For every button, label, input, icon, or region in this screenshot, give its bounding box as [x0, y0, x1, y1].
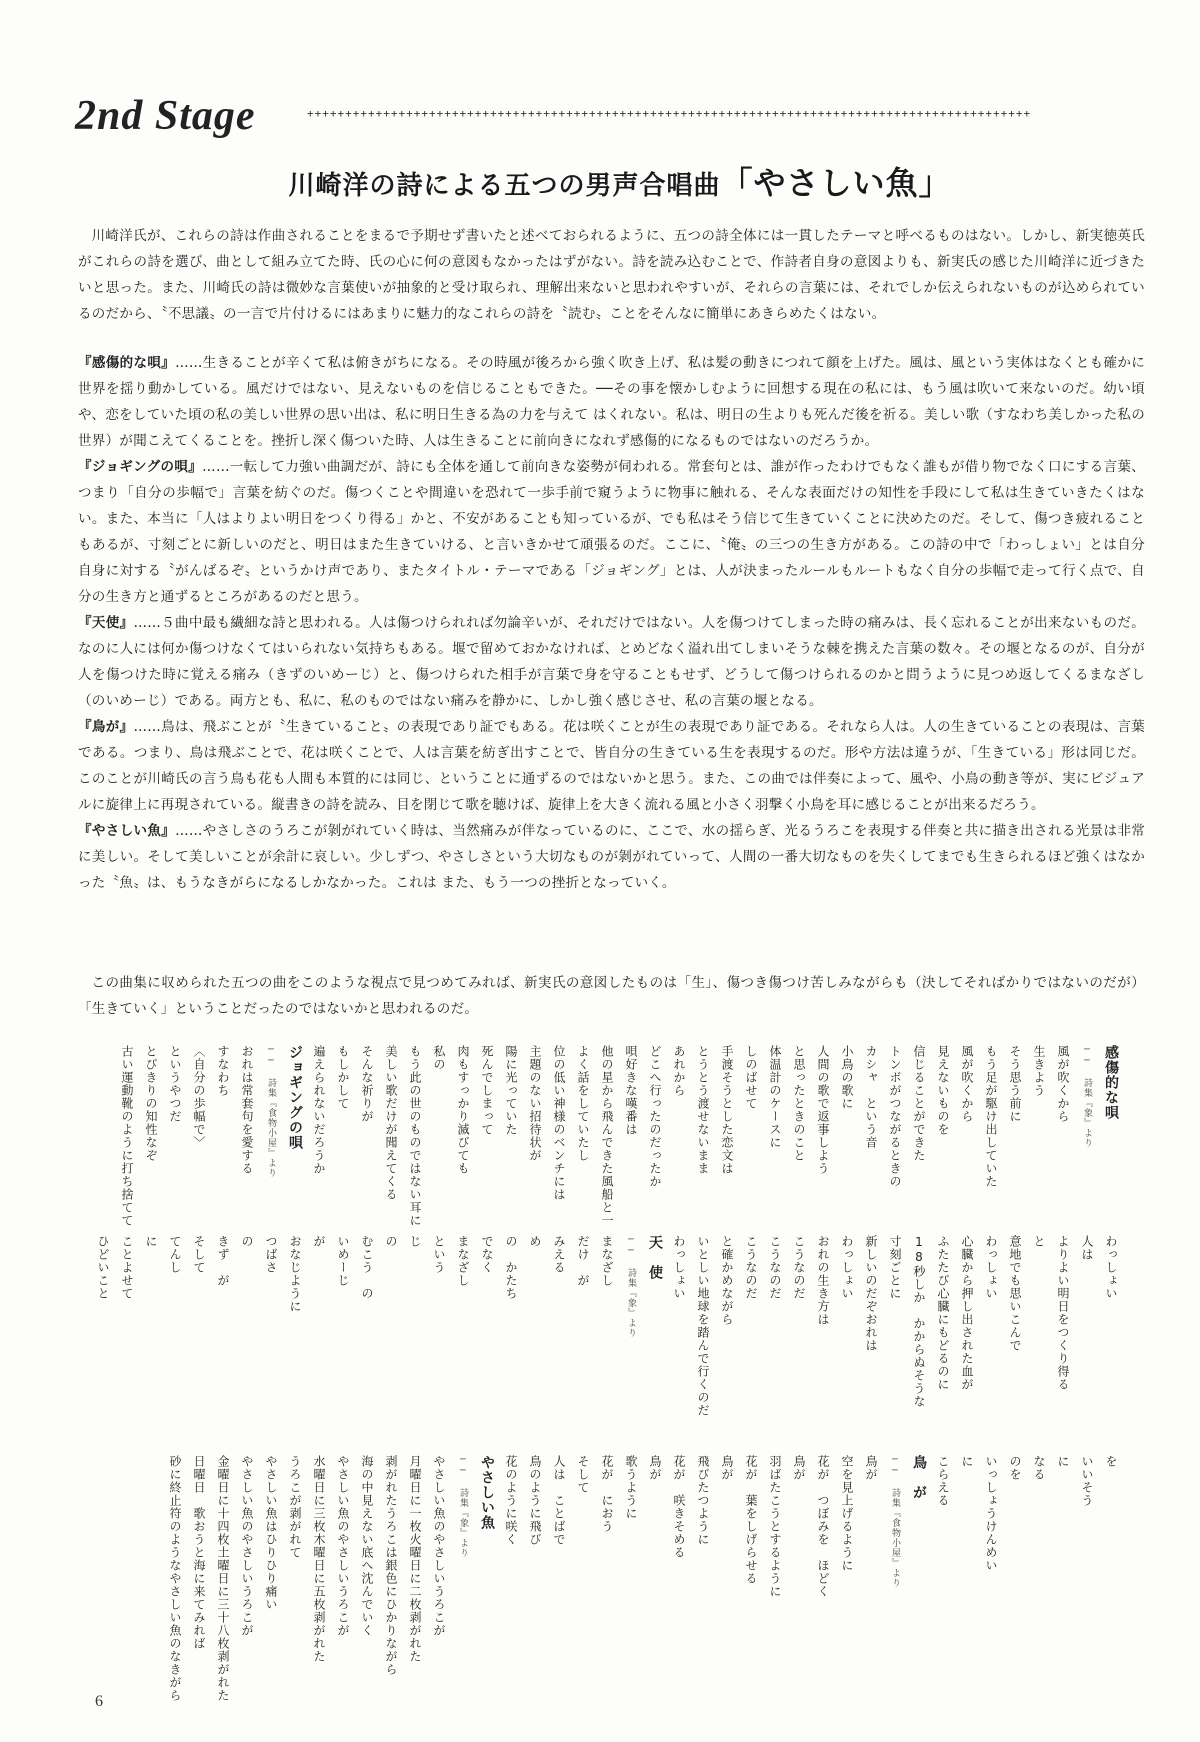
poem-line: と思ったときのこと [792, 1045, 806, 1162]
intro-paragraph: 川崎洋氏が、これらの詩は作曲されることをまるで予期せず書いたと述べておられるように、五つの詩全体には一貫したテーマと呼べるものはない。しかし、新実徳英氏がこれらの詩を選び、曲として組み立てた時、氏の心に何の意図もなかったはずがない。詩を読み込むことで、作詩者自身の意図よりも、新実氏の感じた川崎洋に近づきたいと思った。また、川崎氏の詩は微妙な言葉使いが抽象的と受け取られ、理解出来ないと思われやすいが、それらの言葉には、それでしか伝えられないものが込められているのだから、〝不思議〟の一言で片付けるにはあまりに魅力的なこれらの詩を〝読む〟ことをそんなに簡単にあきらめたくはない。 [78, 228, 1145, 322]
poem-line: 私の [432, 1045, 446, 1071]
commentary-text: ……生きることが辛くて私は俯きがちになる。その時風が後ろから強く吹き上げ、私は髪の動きにつれて顔を上げた。風は、風という実体はなくとも確かに世界を揺り動かしている。風だけではない、見えないものを信じることもできた。──その事を懐かしむように回想する現在の私には、もう風は吹いて来ないのだ。幼い頃や、恋をしていた頃の私の美しい世界の思い出は、私に明日生きる為の力を与えて はくれない。私は、明日の生よりも死んだ後を祈る。美しい歌（すなわち美しかった私の世界）が聞こえてくることを。挫折し深く傷ついた時、人は生きることに前向きになれず感傷的になるものではないのだろうか。 [78, 355, 1145, 449]
poem-line: 剥がれたうろこは銀色にひかりながら [384, 1455, 398, 1676]
poem-line: に [1056, 1455, 1070, 1468]
poem-line: 心臓から押し出された血が [960, 1235, 974, 1391]
poem-line: 花が 葉をしげらせる [744, 1455, 758, 1585]
poem-line: 人は [1080, 1235, 1094, 1261]
poem-line: でなく [480, 1235, 494, 1274]
poem-line: 〈自分の歩幅で〉 [192, 1045, 206, 1149]
poem-line: やさしい魚のやさしいうろこが [432, 1455, 446, 1637]
poem-line: 花が つぼみを ほどく [816, 1455, 830, 1598]
poem-line: 体温計のケースに [768, 1045, 782, 1149]
poem-line: 死んでしまって [480, 1045, 494, 1136]
poem-line: まなざし [600, 1235, 614, 1287]
poem-line: 小鳥の歌に [840, 1045, 854, 1110]
poem-line: そう思う前に [1008, 1045, 1022, 1123]
poem-line: という [432, 1235, 446, 1274]
poem-line: よく話をしていたし [576, 1045, 590, 1162]
poem-source: ── 詩集『象』より [1082, 1045, 1092, 1148]
poem-line: と確かめながら [720, 1235, 734, 1326]
poem-line: というやつだ [168, 1045, 182, 1123]
poem-line: 他の星から飛んできた風船と一 [600, 1045, 614, 1227]
poem-line: 美しい歌だけが聞えてくる [384, 1045, 398, 1201]
poem-title: 感傷的な唄 [1103, 1045, 1119, 1120]
poem-line: カシャ という音 [864, 1045, 878, 1149]
poem-line: もう此の世のものではない耳に [408, 1045, 422, 1227]
song-tag: 『感傷的な唄』 [78, 355, 176, 371]
poem-line: 陽に光っていた [504, 1045, 518, 1136]
poem-line: 見えないものを [936, 1045, 950, 1136]
poem-line: 花のように咲く [504, 1455, 518, 1546]
poem-line: そんな祈りが [360, 1045, 374, 1123]
poem-line: 鳥が [648, 1455, 662, 1481]
poem-title: 天 使 [647, 1235, 663, 1280]
poem-line: 新しいのだぞおれは [864, 1235, 878, 1352]
poem-source: ── 詩集『食物小屋』より [266, 1045, 276, 1178]
commentary-text: ……５曲中最も繊細な詩と思われる。人は傷つけられれば勿論辛いが、それだけではない。人を傷つけてしまった時の痛みは、長く忘れることが出来ないものだ。なのに人には何か傷つけなくてはいられない気持ちもある。堰で留めておかなければ、とめどなく溢れ出てしまいそうな棘を携えた言葉の数々。その堰となるのが、自分が人を傷つけた時に覚える痛み（きずのいめーじ）と、傷つけられた相手が言葉で身を守ることもせず、どうして傷つけられるのかと問うように見つめ返してくるまなざし（のいめーじ）である。両方とも、私に、私のものではない痛みを静かに、しかし強く感じさせ、私の言葉の堰となる。 [78, 615, 1145, 709]
poem-line: 歌うように [624, 1455, 638, 1520]
song-tag: 『やさしい魚』 [78, 823, 176, 839]
poem-line: 風が吹くから [1056, 1045, 1070, 1123]
commentary-text: ……鳥は、飛ぶことが〝生きていること〟の表現であり証でもある。花は咲くことが生の表現であり証である。それなら人は。人の生きていることの表現は、言葉である。つまり、鳥は飛ぶことで、花は咲くことで、人は言葉を紡ぎ出すことで、皆自分の生きている生を表現するのだ。形や方法は違うが、「生きている」形は同じだ。このことが川崎氏の言う鳥も花も人間も本質的には同じ、ということに通ずるのではないかと思う。また、この曲では伴奏によって、風や、小鳥の動き等が、実にビジュアルに旋律上に再現されている。縦書きの詩を読み、目を閉じて歌を聴けば、旋律上を大きく流れる風と小さく羽撃く小鳥を耳に感じることが出来るだろう。 [78, 719, 1145, 813]
poem-line: とびきりの知性なぞ [144, 1045, 158, 1162]
poem-line: いとしい地球を踏んで行くのだ [696, 1235, 710, 1417]
song-commentary [78, 350, 1145, 896]
poem-line: が [312, 1235, 326, 1248]
poem-line: め [528, 1235, 542, 1248]
poem-line: やさしい魚のやさしいうろこが [240, 1455, 254, 1637]
poem-line: おなじように [288, 1235, 302, 1313]
poem-line: 金曜日に十四枚土曜日に三十八枚剥がれた [216, 1455, 230, 1702]
poem-line: なる [1032, 1455, 1046, 1481]
song-tag: 『天使』 [78, 615, 134, 631]
poem-line: どこへ行ったのだったか [648, 1045, 662, 1188]
poem-line: 古い運動靴のように打ち捨てて [120, 1045, 134, 1227]
poem-line: わっしょい [840, 1235, 854, 1300]
poem-line: 水曜日に三枚木曜日に五枚剥がれた [312, 1455, 326, 1663]
poem-title: やさしい魚 [479, 1455, 495, 1530]
poem-line: 人は ことばで [552, 1455, 566, 1546]
poem-line: 砂に終止符のようなやさしい魚のなきがら [168, 1455, 182, 1702]
poem-line: 羽ばたこうとするように [768, 1455, 782, 1598]
poem-line: 鳥が [864, 1455, 878, 1481]
poem-line: しのばせて [744, 1045, 758, 1110]
poem-line: 鳥が [720, 1455, 734, 1481]
poem-row-3 [100, 1455, 1120, 1702]
poem-source: ── 詩集『食物小屋』より [890, 1455, 900, 1588]
decorative-rule: +++++++++++++++++++++++++++++++++++++++++++++++++++++++++++++++++++++++++++++++++++++++++++++++ [307, 108, 1032, 120]
poem-texts [96, 1045, 1120, 1702]
stage-header [75, 92, 1145, 142]
poem-line: つばさ [264, 1235, 278, 1274]
poem-line: 意地でも思いこんで [1008, 1235, 1022, 1352]
poem-source: ── 詩集『象』より [626, 1235, 636, 1338]
poem-line: おれは常套句を愛する [240, 1045, 254, 1175]
poem-title: 鳥 が [911, 1455, 927, 1500]
song-tag: 『ジョギングの唄』 [78, 459, 203, 475]
poem-line: 18秒しか かからぬそうな [912, 1235, 926, 1408]
poem-line: を [1104, 1455, 1118, 1468]
poem-line: こらえる [936, 1455, 950, 1507]
poem-line: 主題のない招待状が [528, 1045, 542, 1162]
commentary-item [78, 610, 1145, 714]
poem-line: もしかして [336, 1045, 350, 1110]
poem-line: うろこが剥がれて [288, 1455, 302, 1559]
page-number: 6 [95, 1693, 103, 1710]
commentary-text: ……やさしさのうろこが剝がれていく時は、当然痛みが伴なっているのに、ここで、水の揺らぎ、光るうろこを表現する伴奏と共に描き出される光景は非常に美しい。そして美しいことが余計に哀しい。少しずつ、やさしさという大切なものが剝がれていって、人間の一番大切なものを失くしてまでも生きられるほど強くはなかった〝魚〟は、もうなきがらになるしかなかった。これは また、もう一つの挫折となっていく。 [78, 823, 1145, 891]
commentary-text: ……一転して力強い曲調だが、詩にも全体を通して前向きな姿勢が伺われる。常套句とは、誰が作ったわけでもなく誰もが借り物でなく口にする言葉、つまり「自分の歩幅で」言葉を紡ぐのだ。傷つくことや間違いを恐れて一歩手前で窺うように物事に触れる、そんな表面だけの知性を手段にして私は生きていきたくはない。また、本当に「人はよりよい明日をつくり得る」かと、不安があることも知っているが、でも私はそう信じて生きていくことに決めたのだ。そして、傷つき疲れることもあるが、寸刻ごとに新しいのだと、明日はまた生きていける、と言いきかせて頑張るのだ。ここに、〝俺〟の三つの生き方がある。この詩の中で「わっしょい」とは自分自身に対する〝がんばるぞ〟というかけ声であり、またタイトル・テーマである「ジョギング」とは、人が決まったルールもルートもなく自分の歩幅で走って行く点で、自分の生き方と通ずるところがあるのだと思う。 [78, 459, 1145, 605]
commentary-item [78, 818, 1145, 896]
poem-line: 手渡そうとした恋文は [720, 1045, 734, 1175]
poem-row-1 [100, 1045, 1120, 1227]
song-tag: 『鳥が』 [78, 719, 134, 735]
poem-line: じ [408, 1235, 422, 1248]
poem-line: あれから [672, 1045, 686, 1097]
poem-line: わっしょい [672, 1235, 686, 1300]
poem-line: みえる [552, 1235, 566, 1274]
poem-line: 飛びたつように [696, 1455, 710, 1546]
poem-title: ジョギングの唄 [287, 1045, 303, 1150]
poem-line: てんし [168, 1235, 182, 1274]
poem-line: の [240, 1235, 254, 1248]
commentary-item [78, 714, 1145, 818]
poem-line: いいそう [1080, 1455, 1094, 1507]
poem-line: わっしょい [984, 1235, 998, 1300]
poem-line: ひどいこと [96, 1235, 110, 1300]
poem-line: のを [1008, 1455, 1022, 1481]
poem-line: ことよせて [120, 1235, 134, 1300]
poem-line: 寸刻ごとに [888, 1235, 902, 1300]
poem-line: そして [192, 1235, 206, 1274]
commentary-item [78, 454, 1145, 610]
poem-line: こうなのだ [792, 1235, 806, 1300]
poem-line: よりよい明日をつくり得る [1056, 1235, 1070, 1391]
poem-line: 肉もすっかり滅びても [456, 1045, 470, 1175]
poem-line: まなざし [456, 1235, 470, 1287]
stage-label: 2nd Stage [75, 93, 256, 139]
closing-paragraph: この曲集に収められた五つの曲をこのような視点で見つめてみれば、新実氏の意図したものは「生」、傷つき傷つけ苦しみながらも（決してそればかりではないのだが）「生きていく」ということだったのではないかと思われるのだ。 [78, 975, 1145, 1017]
poem-line: 人間の歌で返事しよう [816, 1045, 830, 1175]
poem-line: に [960, 1455, 974, 1468]
poem-line: おれの生き方は [816, 1235, 830, 1326]
poem-line: こうなのだ [744, 1235, 758, 1300]
poem-line: やさしい魚はひりひり痛い [264, 1455, 278, 1611]
poem-line: わっしょい [1104, 1235, 1118, 1300]
poem-line: きず が [216, 1235, 230, 1287]
poem-line: 空を見上げるように [840, 1455, 854, 1572]
poem-line: 信じることができた [912, 1045, 926, 1162]
poem-line: 風が吹くから [960, 1045, 974, 1123]
poem-source: ── 詩集『象』より [458, 1455, 468, 1558]
poem-line: すなわち [216, 1045, 230, 1097]
poem-line: やさしい魚のやさしいうろこが [336, 1455, 350, 1637]
poem-line: もう足が駆け出していた [984, 1045, 998, 1188]
poem-line: 鳥のように飛び [528, 1455, 542, 1546]
poem-row-2 [96, 1235, 1120, 1450]
poem-line: の [384, 1235, 398, 1248]
poem-line: ふたたび心臓にもどるのに [936, 1235, 950, 1391]
poem-line: 遍えられないだろうか [312, 1045, 326, 1175]
poem-line: 日曜日 歌おうと海に来てみれば [192, 1455, 206, 1650]
poem-line: だけ が [576, 1235, 590, 1287]
poem-line: 月曜日に一枚火曜日に二枚剥がれた [408, 1455, 422, 1663]
poem-line: 生きよう [1032, 1045, 1046, 1097]
poem-line: と [1032, 1235, 1046, 1248]
poem-line: いめーじ [336, 1235, 350, 1287]
poem-line: に [144, 1235, 158, 1248]
poem-line: 位の低い神様のベンチには [552, 1045, 566, 1201]
poem-line: こうなのだ [768, 1235, 782, 1300]
commentary-item [78, 350, 1145, 454]
poem-line: 花が 咲きそめる [672, 1455, 686, 1559]
poem-line: 鳥が [792, 1455, 806, 1481]
title-work: 「やさしい魚」 [720, 164, 952, 202]
poem-line: そして [576, 1455, 590, 1494]
poem-line: 花が におう [600, 1455, 614, 1533]
poem-line: とうとう渡せないまま [696, 1045, 710, 1175]
poem-line: むこう の [360, 1235, 374, 1300]
poem-line: の かたち [504, 1235, 518, 1300]
title-prefix: 川崎洋の詩による五つの男声合唱曲 [288, 171, 721, 201]
poem-line: トンボがつながるときの [888, 1045, 902, 1188]
poem-line: 唄好きな嘆番は [624, 1045, 638, 1136]
poem-line: いっしょうけんめい [984, 1455, 998, 1572]
poem-line: 海の中見えない底へ沈んでいく [360, 1455, 374, 1637]
page-title [240, 158, 1000, 204]
